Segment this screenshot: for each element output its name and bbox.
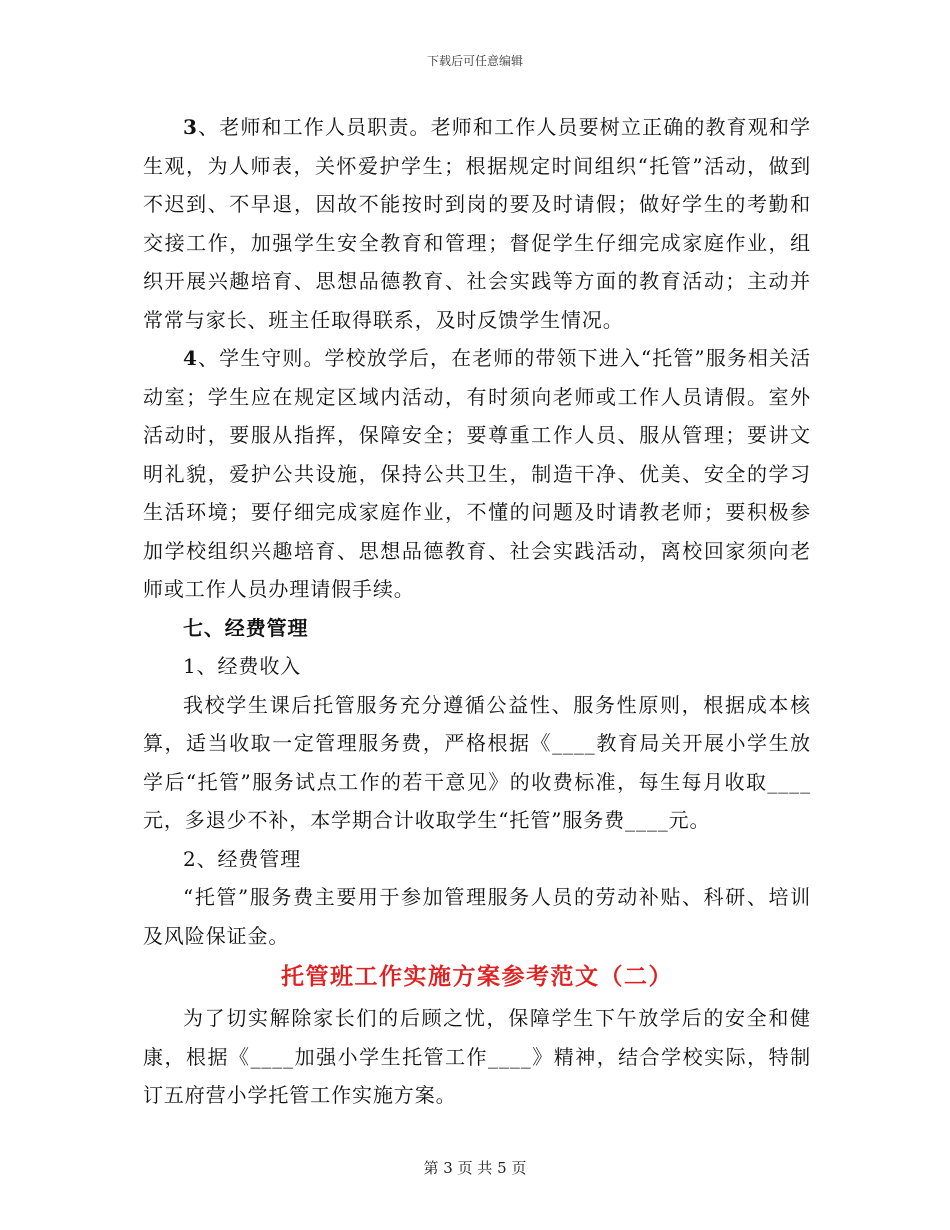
item-number: 3: [183, 115, 198, 139]
paragraph-staff-duties: [143, 108, 811, 339]
document-title: 托管班工作实施方案参考范文（二）: [281, 963, 673, 990]
paragraph-text: 、老师和工作人员职责。老师和工作人员要树立正确的教育观和学生观，为人师表，关怀爱护学生；根据规定时间组织“托管”活动，做到不迟到、不早退，因故不能按时到岗的要及时请假；做好学生的考勤和交接工作，加强学生安全教育和管理；督促学生仔细完成家庭作业，组织开展兴趣培育、思想品德教育、社会实践等方面的教育活动；主动并常常与家长、班主任取得联系，及时反馈学生情况。: [143, 115, 811, 332]
paragraph-student-rules: [143, 339, 811, 609]
section-heading-funding: 七、经费管理: [183, 615, 309, 640]
item-number: 4: [183, 346, 198, 370]
paragraph-intro: 为了切实解除家长们的后顾之忧，保障学生下午放学后的安全和健康，根据《____加强小学生托管工作____》精神，结合学校实际，特制订五府营小学托管工作实施方案。: [143, 1006, 811, 1107]
paragraph-management: “托管”服务费主要用于参加管理服务人员的劳动补贴、科研、培训及风险保证金。: [143, 885, 811, 948]
header-note: 下载后可任意编辑: [426, 54, 523, 68]
paragraph-income: 我校学生课后托管服务充分遵循公益性、服务性原则，根据成本核算，适当收取一定管理服务费，严格根据《____教育局关开展小学生放学后“托管”服务试点工作的若干意见》的收费标准，每生每月收取____元，多退少不补，本学期合计收取学生“托管”服务费____元。: [143, 692, 811, 832]
subheading-income: 1、经费收入: [183, 654, 302, 678]
paragraph-text: 、学生守则。学校放学后，在老师的带领下进入“托管”服务相关活动室；学生应在规定区域内活动，有时须向老师或工作人员请假。室外活动时，要服从指挥，保障安全；要尊重工作人员、服从管理；要讲文明礼貌，爱护公共设施，保持公共卫生，制造干净、优美、安全的学习生活环境；要仔细完成家庭作业，不懂的问题及时请教老师；要积极参加学校组织兴趣培育、思想品德教育、社会实践活动，离校回家须向老师或工作人员办理请假手续。: [143, 346, 811, 601]
document-body: [143, 108, 811, 1115]
page-footer: 第 3 页 共 5 页: [423, 1159, 527, 1177]
subheading-management: 2、经费管理: [183, 846, 302, 871]
